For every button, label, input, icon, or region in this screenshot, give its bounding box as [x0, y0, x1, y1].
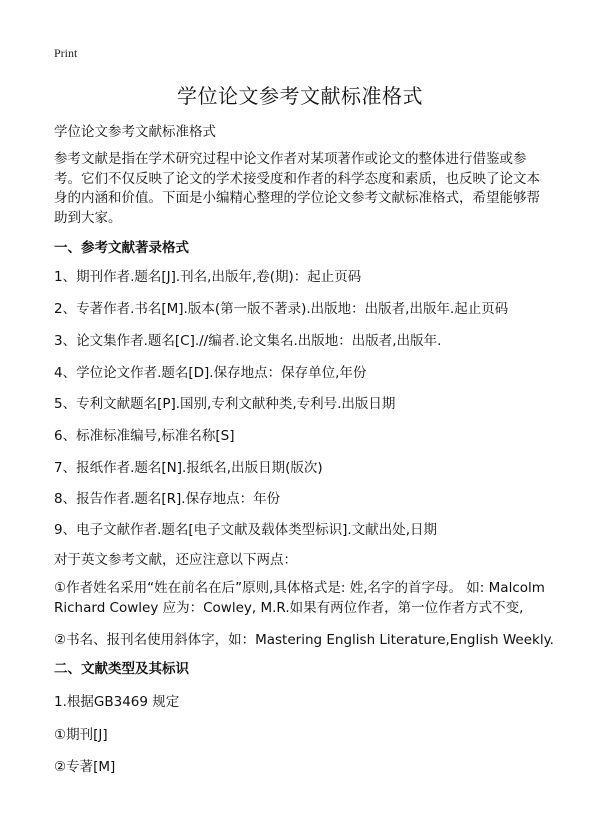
page-title: 学位论文参考文献标准格式: [177, 84, 423, 108]
format-item: 3、论文集作者.题名[C].//编者.论文集名.出版地：出版者,出版年.: [54, 333, 442, 349]
format-item: 2、专著作者.书名[M].版本(第一版不著录).出版地：出版者,出版年.起止页码: [54, 301, 509, 317]
type-item: ②专著[M]: [54, 759, 116, 775]
format-item: 6、标准标准编号,标准名称[S]: [54, 428, 235, 444]
type-item: ①期刊[J]: [54, 727, 108, 743]
english-note-title: ②书名、报刊名使用斜体字，如：Mastering English Literature,English Weekly.: [54, 632, 554, 648]
intro-paragraph: 参考文献是指在学术研究过程中论文作者对某项著作或论文的整体进行借鉴或参考。它们不仅反映了论文的学术接受度和作者的科学态度和素质，也反映了论文本身的内涵和价值。下面是小编精心整理的学位论文参考文献标准格式，希望能够帮助到大家。: [54, 151, 540, 226]
format-item: 1、期刊作者.题名[J].刊名,出版年,卷(期)：起止页码: [54, 269, 362, 285]
format-item: 7、报纸作者.题名[N].报纸名,出版日期(版次): [54, 460, 323, 476]
print-link[interactable]: Print: [54, 46, 78, 60]
document-subtitle: 学位论文参考文献标准格式: [54, 124, 216, 140]
section-heading-types: 二、文献类型及其标识: [54, 661, 189, 677]
english-note-author: ①作者姓名采用“姓在前名在后”原则,具体格式是: 姓,名字的首字母。 如: Malcolm Richard Cowley 应为：Cowley, M.R.如果有两位作者，第一位作者方式不变,: [54, 580, 545, 616]
format-item: 9、电子文献作者.题名[电子文献及载体类型标识].文献出处,日期: [54, 522, 437, 538]
format-item: 4、学位论文作者.题名[D].保存地点：保存单位,年份: [54, 365, 367, 381]
section-heading-formats: 一、参考文献著录格式: [54, 240, 189, 256]
format-item: 8、报告作者.题名[R].保存地点：年份: [54, 491, 281, 507]
english-note-intro: 对于英文参考文献，还应注意以下两点：: [54, 552, 297, 568]
types-intro: 1.根据GB3469 规定: [54, 694, 180, 710]
format-item: 5、专利文献题名[P].国别,专利文献种类,专利号.出版日期: [54, 396, 396, 412]
